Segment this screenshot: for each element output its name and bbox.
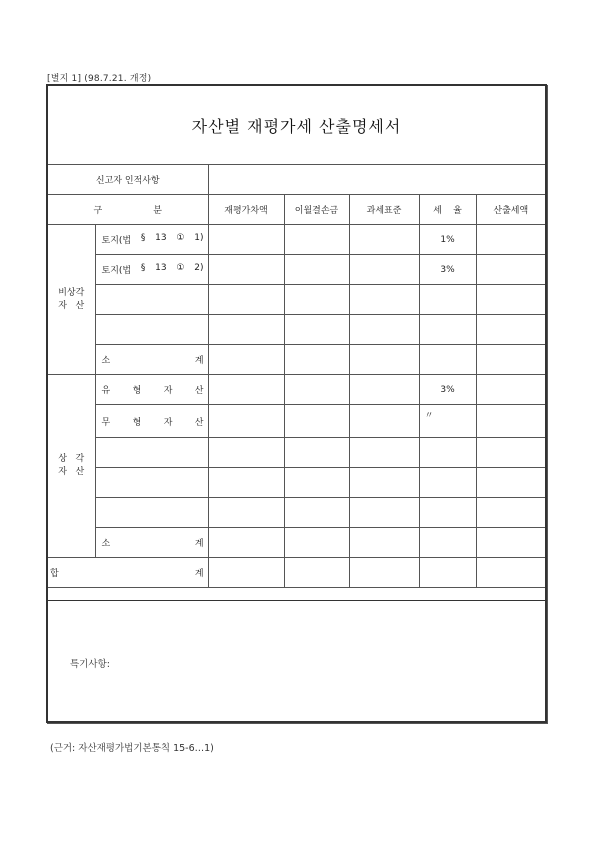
non-depreciable-label-line-1: 비상각 bbox=[58, 287, 85, 298]
header-calculated-tax: 산출세액 bbox=[476, 195, 545, 225]
cell-input[interactable] bbox=[284, 225, 349, 255]
non-depreciable-subtotal-label bbox=[95, 345, 208, 375]
cell-input[interactable] bbox=[208, 558, 284, 588]
non-depreciable-label-line-2: 자 산 bbox=[58, 300, 85, 311]
cell-input[interactable] bbox=[419, 498, 476, 528]
cell-input[interactable] bbox=[284, 315, 349, 345]
table-row bbox=[48, 285, 545, 315]
land-2-label-part: § bbox=[140, 263, 146, 273]
header-category bbox=[48, 195, 208, 225]
header-revaluation-diff: 재평가차액 bbox=[208, 195, 284, 225]
table-row bbox=[48, 375, 545, 405]
land-2-label-part: 13 bbox=[155, 263, 167, 273]
cell-input[interactable] bbox=[284, 558, 349, 588]
cell-input[interactable] bbox=[349, 405, 419, 438]
header-tax-rate-char-1: 세 bbox=[433, 206, 442, 216]
land-1-label-part: 1) bbox=[194, 233, 204, 243]
cell-input[interactable] bbox=[284, 468, 349, 498]
header-category-char-1: 구 bbox=[93, 206, 103, 216]
cell-input[interactable] bbox=[208, 468, 284, 498]
header-carryover-loss: 이월결손금 bbox=[284, 195, 349, 225]
cell-input[interactable] bbox=[95, 498, 208, 528]
table-row bbox=[48, 498, 545, 528]
cell-input[interactable] bbox=[95, 438, 208, 468]
cell-input[interactable] bbox=[349, 468, 419, 498]
cell-input[interactable] bbox=[476, 225, 545, 255]
cell-input[interactable] bbox=[476, 315, 545, 345]
land-1-label-part: 토지(법 bbox=[101, 236, 132, 246]
form-number-note: [별지 1] (98.7.21. 개정) bbox=[47, 74, 152, 84]
remarks-section[interactable] bbox=[48, 600, 545, 721]
cell-input[interactable] bbox=[476, 255, 545, 285]
table-row bbox=[48, 315, 545, 345]
total-char: 계 bbox=[194, 569, 204, 579]
cell-input[interactable] bbox=[208, 285, 284, 315]
intangible-asset-label bbox=[95, 405, 208, 438]
cell-input[interactable] bbox=[95, 315, 208, 345]
table-row bbox=[48, 225, 545, 255]
table-row bbox=[48, 345, 545, 375]
tangible-label-char: 자 bbox=[163, 386, 173, 396]
total-label bbox=[48, 558, 208, 588]
land-1-rate: 1% bbox=[419, 225, 476, 255]
cell-input[interactable] bbox=[476, 498, 545, 528]
cell-input[interactable] bbox=[349, 498, 419, 528]
cell-input[interactable] bbox=[476, 438, 545, 468]
cell-input[interactable] bbox=[419, 285, 476, 315]
land-1-label-part: § bbox=[140, 233, 146, 243]
cell-input[interactable] bbox=[419, 528, 476, 558]
cell-input[interactable] bbox=[349, 375, 419, 405]
header-tax-rate bbox=[419, 195, 476, 225]
remarks-label: 특기사항: bbox=[70, 659, 110, 670]
cell-input[interactable] bbox=[349, 225, 419, 255]
intangible-asset-rate bbox=[419, 405, 476, 438]
cell-input[interactable] bbox=[476, 468, 545, 498]
cell-input[interactable] bbox=[476, 405, 545, 438]
tangible-asset-label bbox=[95, 375, 208, 405]
land-2-rate: 3% bbox=[419, 255, 476, 285]
land-2-label-part: ① bbox=[176, 263, 185, 273]
total-char: 합 bbox=[50, 569, 59, 579]
form-title: 자산별 재평가세 산출명세서 bbox=[48, 86, 545, 165]
cell-input[interactable] bbox=[349, 315, 419, 345]
non-depreciable-group-label bbox=[48, 225, 95, 375]
cell-input[interactable] bbox=[419, 315, 476, 345]
table-row bbox=[48, 405, 545, 438]
cell-input[interactable] bbox=[284, 405, 349, 438]
depreciable-label-line-2: 자 산 bbox=[58, 467, 85, 477]
cell-input[interactable] bbox=[284, 498, 349, 528]
reporter-info-field[interactable] bbox=[208, 165, 545, 195]
cell-input[interactable] bbox=[208, 315, 284, 345]
tangible-label-char: 형 bbox=[132, 386, 142, 396]
cell-input[interactable] bbox=[476, 285, 545, 315]
land-2-label bbox=[95, 255, 208, 285]
depreciable-subtotal-label bbox=[95, 528, 208, 558]
land-1-label-part: 13 bbox=[155, 233, 167, 243]
reporter-info-row bbox=[48, 165, 545, 195]
total-row bbox=[48, 558, 545, 588]
cell-input[interactable] bbox=[476, 375, 545, 405]
tangible-label-char: 산 bbox=[194, 386, 204, 396]
subtotal-char: 소 bbox=[101, 356, 111, 366]
form-frame bbox=[46, 84, 547, 723]
subtotal-char: 계 bbox=[194, 356, 204, 366]
cell-input[interactable] bbox=[349, 438, 419, 468]
cell-input[interactable] bbox=[95, 285, 208, 315]
table-row bbox=[48, 438, 545, 468]
cell-input[interactable] bbox=[349, 345, 419, 375]
cell-input[interactable] bbox=[476, 528, 545, 558]
reporter-info-label: 신고자 인적사항 bbox=[48, 165, 208, 195]
intangible-label-char: 산 bbox=[194, 417, 204, 428]
header-tax-base: 과세표준 bbox=[349, 195, 419, 225]
land-1-label-part: ① bbox=[176, 233, 185, 243]
cell-input[interactable] bbox=[419, 468, 476, 498]
land-2-label-part: 2) bbox=[194, 263, 204, 273]
cell-input[interactable] bbox=[208, 498, 284, 528]
land-2-label-part: 토지(법 bbox=[101, 266, 132, 276]
cell-input[interactable] bbox=[208, 528, 284, 558]
ditto-mark: 〃 bbox=[424, 411, 434, 421]
table-row bbox=[48, 528, 545, 558]
cell-input[interactable] bbox=[208, 405, 284, 438]
header-category-char-2: 분 bbox=[153, 206, 162, 216]
subtotal-char: 소 bbox=[101, 539, 111, 549]
cell-input[interactable] bbox=[349, 558, 419, 588]
cell-input[interactable] bbox=[208, 255, 284, 285]
depreciable-label-line-1: 상 각 bbox=[58, 454, 85, 464]
cell-input[interactable] bbox=[284, 528, 349, 558]
table-row bbox=[48, 468, 545, 498]
intangible-label-char: 형 bbox=[132, 417, 142, 428]
table-row bbox=[48, 255, 545, 285]
cell-input[interactable] bbox=[349, 528, 419, 558]
cell-input[interactable] bbox=[284, 255, 349, 285]
header-tax-rate-char-2: 율 bbox=[453, 206, 462, 216]
cell-input[interactable] bbox=[284, 345, 349, 375]
cell-input[interactable] bbox=[208, 345, 284, 375]
cell-input[interactable] bbox=[476, 345, 545, 375]
subtotal-char: 계 bbox=[194, 539, 204, 549]
depreciable-group-label bbox=[48, 375, 95, 558]
cell-input[interactable] bbox=[284, 375, 349, 405]
cell-input[interactable] bbox=[95, 468, 208, 498]
tax-table bbox=[48, 164, 545, 588]
tangible-label-char: 유 bbox=[101, 386, 111, 396]
legal-basis-note: (근거: 자산재평가법기본통칙 15-6…1) bbox=[50, 743, 214, 754]
cell-input[interactable] bbox=[419, 345, 476, 375]
cell-input[interactable] bbox=[419, 438, 476, 468]
column-header-row bbox=[48, 195, 545, 225]
intangible-label-char: 무 bbox=[101, 417, 111, 428]
cell-input[interactable] bbox=[476, 558, 545, 588]
cell-input[interactable] bbox=[284, 285, 349, 315]
intangible-label-char: 자 bbox=[163, 417, 173, 428]
cell-input[interactable] bbox=[208, 225, 284, 255]
cell-input[interactable] bbox=[349, 285, 419, 315]
cell-input[interactable] bbox=[349, 255, 419, 285]
tangible-asset-rate: 3% bbox=[419, 375, 476, 405]
cell-input[interactable] bbox=[208, 438, 284, 468]
cell-input[interactable] bbox=[284, 438, 349, 468]
cell-input[interactable] bbox=[419, 558, 476, 588]
cell-input[interactable] bbox=[208, 375, 284, 405]
land-1-label bbox=[95, 225, 208, 255]
